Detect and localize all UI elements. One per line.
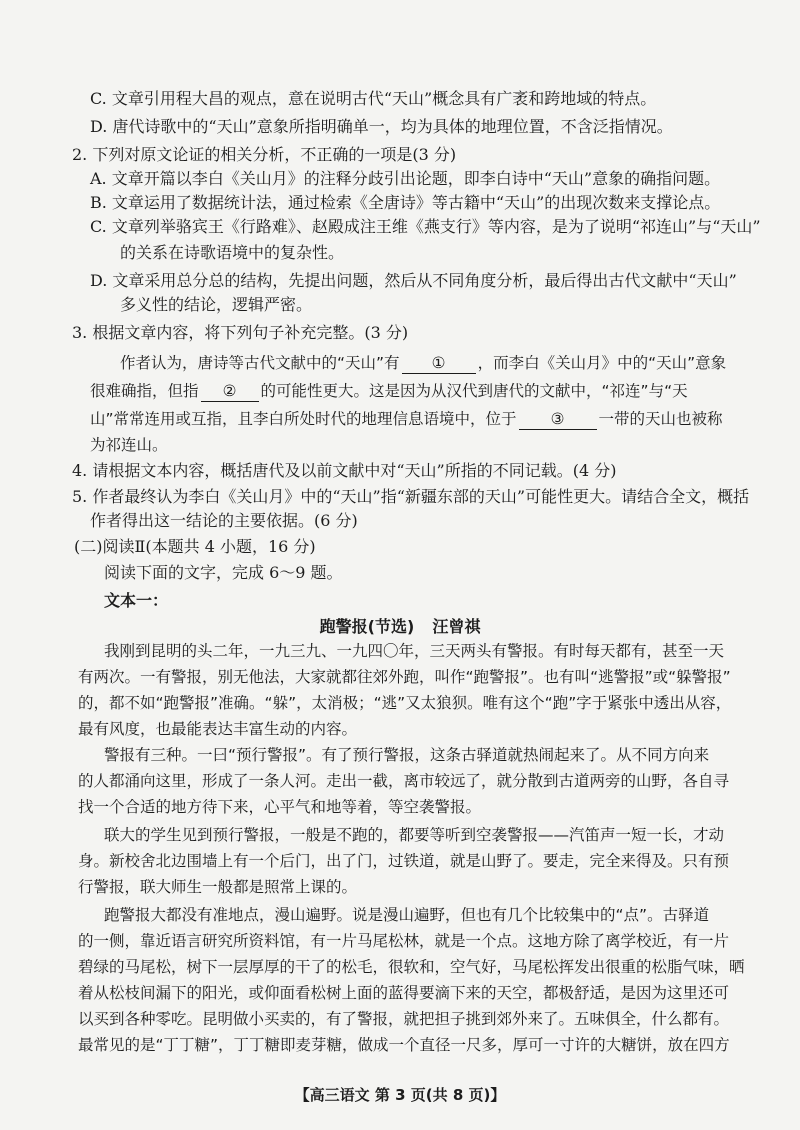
q3-line-1: [0, 352, 800, 374]
article-line: 身。新校舍北边围墙上有一个后门，出了门，过铁道，就是山野了。要走，完全来得及。只有预: [78, 852, 730, 870]
q3-blank-3[interactable]: ③: [519, 409, 597, 430]
q2-option-d-cont: 多义性的结论，逻辑严密。: [120, 295, 313, 314]
q2-option-c-cont: 的关系在诗歌语境中的复杂性。: [120, 243, 345, 262]
article-line: 以买到各种零吃。昆明做小买卖的，有了警报，就把担子挑到郊外来了。五味俱全，什么都有。: [78, 1010, 730, 1028]
article-line: 警报有三种。一曰“预行警报”。有了预行警报，这条古驿道就热闹起来了。从不同方向来: [104, 746, 710, 764]
q5-stem: 5. 作者最终认为李白《关山月》中的“天山”指“新疆东部的天山”可能性更大。请结合全文，概括: [72, 487, 750, 506]
section-instruction: 阅读下面的文字，完成 6～9 题。: [104, 563, 343, 582]
q2-option-c: C. 文章列举骆宾王《行路难》、赵殿成注王维《燕支行》等内容，是为了说明“祁连山”与“天山”: [90, 217, 761, 236]
q3-text: 一带的天山也被称: [598, 410, 723, 428]
article-line: 联大的学生见到预行警报，一般是不跑的，都要等听到空袭警报——汽笛声一短一长，才动: [104, 826, 725, 844]
article-line: 行警报，联大师生一般都是照常上课的。: [78, 878, 358, 896]
page-footer: 【高三语文 第 3 页(共 8 页)】: [294, 1086, 506, 1104]
q3-text: 的可能性更大。这是因为从汉代到唐代的文献中，“祁连”与“天: [260, 382, 688, 400]
article-line: 找一个合适的地方待下来，心平气和地等着，等空袭警报。: [78, 798, 482, 816]
article-author: 汪曾祺: [432, 617, 481, 636]
article-line: 的，都不如“跑警报”准确。“躲”，太消极；“逃”又太狼狈。唯有这个“跑”字于紧张中透出从容，: [78, 694, 732, 712]
q3-line-4: 为祁连山。: [90, 436, 168, 454]
article-line: 的人都涌向这里，形成了一条人河。走出一截，离市较远了，就分散到古道两旁的山野，各自寻: [78, 772, 730, 790]
q2-option-a: A. 文章开篇以李白《关山月》的注释分歧引出论题，即李白诗中“天山”意象的确指问题。: [90, 169, 721, 188]
q3-blank-1[interactable]: ①: [402, 353, 476, 374]
q3-blank-2[interactable]: ②: [201, 381, 259, 402]
section-heading: (二)阅读Ⅱ(本题共 4 小题，16 分): [74, 537, 316, 556]
article-line: 最常见的是“丁丁糖”，丁丁糖即麦芽糖，做成一个直径一尺多，厚可一寸许的大糖饼，放在四方: [78, 1036, 730, 1054]
q1-option-d: D. 唐代诗歌中的“天山”意象所指明确单一，均为具体的地理位置，不含泛指情况。: [90, 117, 673, 136]
article-line: 着从松枝间漏下的阳光，或仰面看松树上面的蓝得要滴下来的天空，都极舒适，是因为这里还可: [78, 984, 730, 1002]
q1-option-c: C. 文章引用程大昌的观点，意在说明古代“天山”概念具有广袤和跨地域的特点。: [90, 89, 657, 108]
article-title-text: 跑警报(节选): [319, 617, 415, 636]
q2-stem: 2. 下列对原文论证的相关分析，不正确的一项是(3 分): [72, 145, 457, 164]
q4-stem: 4. 请根据文本内容，概括唐代及以前文献中对“天山”所指的不同记载。(4 分): [72, 461, 617, 480]
article-line: 最有风度，也最能表达丰富生动的内容。: [78, 720, 358, 738]
q5-stem-cont: 作者得出这一结论的主要依据。(6 分): [90, 511, 358, 530]
q2-option-d: D. 文章采用总分总的结构，先提出问题，然后从不同角度分析，最后得出古代文献中“天山”: [90, 271, 737, 290]
q3-text: 山”常常连用或互指，且李白所处时代的地理信息语境中，位于: [90, 410, 517, 428]
text-label: 文本一：: [104, 591, 169, 610]
q3-text: ，而李白《关山月》中的“天山”意象: [477, 354, 727, 372]
q3-text: 很难确指，但指: [90, 382, 199, 400]
q3-line-2: [0, 380, 800, 402]
q3-text: 作者认为，唐诗等古代文献中的“天山”有: [120, 354, 400, 372]
article-line: 碧绿的马尾松，树下一层厚厚的干了的松毛，很软和，空气好，马尾松挥发出很重的松脂气味，晒: [78, 958, 745, 976]
article-line: 我刚到昆明的头二年，一九三九、一九四〇年，三天两头有警报。有时每天都有，甚至一天: [104, 642, 725, 660]
q3-stem: 3. 根据文章内容，将下列句子补充完整。(3 分): [72, 323, 409, 342]
q2-option-b: B. 文章运用了数据统计法，通过检索《全唐诗》等古籍中“天山”的出现次数来支撑论点。: [90, 193, 721, 212]
article-line: 的一侧，靠近语言研究所资料馆，有一片马尾松林，就是一个点。这地方除了离学校近，有一片: [78, 932, 730, 950]
article-line: 跑警报大都没有准地点，漫山遍野。说是漫山遍野，但也有几个比较集中的“点”。古驿道: [104, 906, 710, 924]
article-title: [0, 614, 800, 637]
article-line: 有两次。一有警报，别无他法，大家就都往郊外跑，叫作“跑警报”。也有叫“逃警报”或“躲警报”: [78, 668, 731, 686]
q3-line-3: [0, 408, 800, 430]
